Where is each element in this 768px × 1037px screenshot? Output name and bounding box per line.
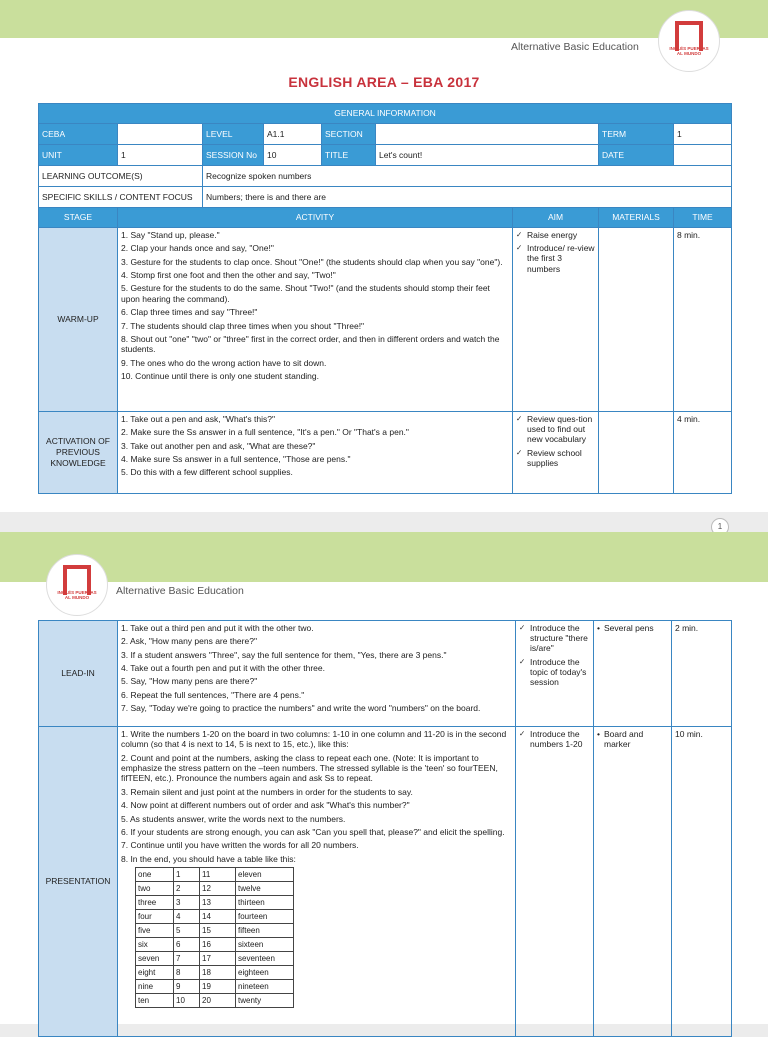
document-page-2 — [0, 532, 768, 1024]
number-cell: 13 — [200, 895, 236, 909]
level-label: LEVEL — [203, 124, 264, 145]
number-row — [136, 993, 294, 1007]
stage-column-header: STAGE — [39, 208, 118, 228]
session-plan-table — [38, 103, 732, 494]
session-plan-table-continued — [38, 620, 732, 1037]
leadin-materials — [594, 621, 672, 727]
number-cell: 14 — [200, 909, 236, 923]
activity-step: 2. Clap your hands once and say, "One!" — [121, 243, 274, 254]
leadin-activity — [118, 621, 516, 727]
date-value — [674, 145, 732, 166]
session-value: 10 — [264, 145, 322, 166]
activity-step: 7. The students should clap three times when you shout "Three!" — [121, 320, 365, 331]
number-cell: eight — [136, 965, 174, 979]
material-item: • Several pens — [597, 623, 668, 633]
aim-item: ✓ Raise energy — [516, 230, 595, 240]
activity-step: 2. Ask, "How many pens are there?" — [121, 636, 257, 647]
number-cell: fourteen — [236, 909, 294, 923]
date-label: DATE — [599, 145, 674, 166]
time-column-header: TIME — [674, 208, 732, 228]
aim-item: ✓ Introduce/ re-view the first 3 numbers — [516, 243, 595, 274]
number-cell: two — [136, 881, 174, 895]
activity-step: 7. Say, "Today we're going to practice the numbers" and write the word "numbers" on the board. — [121, 703, 481, 714]
number-cell: eighteen — [236, 965, 294, 979]
warmup-time: 8 min. — [674, 228, 732, 412]
unit-label: UNIT — [39, 145, 118, 166]
activation-aim — [513, 412, 599, 494]
number-cell: twelve — [236, 881, 294, 895]
number-cell: five — [136, 923, 174, 937]
ceba-label: CEBA — [39, 124, 118, 145]
number-cell: three — [136, 895, 174, 909]
session-label: SESSION No — [203, 145, 264, 166]
number-cell: thirteen — [236, 895, 294, 909]
header-band — [0, 532, 768, 582]
leadin-time: 2 min. — [672, 621, 732, 727]
activity-step: 3. Gesture for the students to clap once. Shout "One!" (the students should clap when you say "one"). — [121, 256, 503, 267]
brand-name: Alternative Basic Education — [116, 585, 244, 597]
number-row — [136, 965, 294, 979]
activity-step: 4. Take out a fourth pen and put it with the other three. — [121, 663, 325, 674]
aim-item: ✓ Introduce the topic of today's session — [519, 657, 590, 688]
number-cell: 5 — [174, 923, 200, 937]
activity-step: 6. Clap three times and say "Three!" — [121, 307, 258, 318]
logo-text: INGLÉS PUERTAS AL MUNDO — [669, 46, 709, 56]
presentation-activity — [118, 727, 516, 1037]
number-cell: 17 — [200, 951, 236, 965]
number-row — [136, 867, 294, 881]
number-cell: 4 — [174, 909, 200, 923]
unit-value: 1 — [118, 145, 203, 166]
activity-step: 5. Say, "How many pens are there?" — [121, 676, 258, 687]
activity-step: 1. Say "Stand up, please." — [121, 230, 220, 240]
activation-stage: ACTIVATION OF PREVIOUS KNOWLEDGE — [39, 412, 118, 494]
puertas-logo — [658, 10, 720, 72]
activation-materials — [599, 412, 674, 494]
page-number: 1 — [711, 518, 729, 536]
aim-item: ✓ Introduce the numbers 1-20 — [519, 729, 590, 749]
title-value: Let's count! — [376, 145, 599, 166]
warmup-aim — [513, 228, 599, 412]
aim-item: ✓ Introduce the structure "there is/are" — [519, 623, 590, 654]
warmup-materials — [599, 228, 674, 412]
number-cell: 10 — [174, 993, 200, 1007]
section-value — [376, 124, 599, 145]
number-cell: 8 — [174, 965, 200, 979]
logo-text: INGLÉS PUERTAS AL MUNDO — [57, 590, 97, 600]
activity-step: 9. The ones who do the wrong action have to sit down. — [121, 357, 327, 368]
activity-step: 1. Take out a pen and ask, "What's this?" — [121, 414, 275, 424]
number-cell: fifteen — [236, 923, 294, 937]
puertas-logo — [46, 554, 108, 616]
materials-column-header: MATERIALS — [599, 208, 674, 228]
activity-step: 3. Take out another pen and ask, "What are these?" — [121, 440, 316, 451]
number-cell: 7 — [174, 951, 200, 965]
number-cell: ten — [136, 993, 174, 1007]
document-title: ENGLISH AREA – EBA 2017 — [288, 74, 480, 90]
skills-value: Numbers; there is and there are — [203, 187, 732, 208]
number-row — [136, 937, 294, 951]
number-row — [136, 895, 294, 909]
number-row — [136, 909, 294, 923]
skills-label: SPECIFIC SKILLS / CONTENT FOCUS — [39, 187, 203, 208]
activity-step: 5. As students answer, write the words next to the numbers. — [121, 813, 346, 824]
number-cell: 18 — [200, 965, 236, 979]
term-value: 1 — [674, 124, 732, 145]
number-cell: 20 — [200, 993, 236, 1007]
activity-step: 1. Take out a third pen and put it with the other two. — [121, 623, 314, 633]
activity-step: 8. Shout out "one" "two" or "three" first in the correct order, and then in different orders and watch the students. — [121, 333, 500, 355]
activity-step: 4. Now point at different numbers out of order and ask "What's this number?" — [121, 800, 410, 811]
document-page-1 — [0, 0, 768, 512]
number-cell: four — [136, 909, 174, 923]
activity-step: 4. Make sure Ss answer in a full sentence, "Those are pens." — [121, 454, 351, 465]
term-label: TERM — [599, 124, 674, 145]
material-item: • Board and marker — [597, 729, 668, 749]
number-cell: 2 — [174, 881, 200, 895]
warmup-activity — [118, 228, 513, 412]
brand-name: Alternative Basic Education — [511, 41, 639, 53]
number-cell: seventeen — [236, 951, 294, 965]
number-cell: 9 — [174, 979, 200, 993]
warmup-stage: WARM-UP — [39, 228, 118, 412]
number-cell: 16 — [200, 937, 236, 951]
header-band — [0, 0, 768, 38]
activation-time: 4 min. — [674, 412, 732, 494]
presentation-aim — [516, 727, 594, 1037]
activation-activity — [118, 412, 513, 494]
activity-step: 7. Continue until you have written the words for all 20 numbers. — [121, 840, 359, 851]
level-value: A1.1 — [264, 124, 322, 145]
activity-column-header: ACTIVITY — [118, 208, 513, 228]
number-cell: twenty — [236, 993, 294, 1007]
activity-step: 5. Do this with a few different school supplies. — [121, 467, 293, 478]
outcomes-label: LEARNING OUTCOME(S) — [39, 166, 203, 187]
aim-column-header: AIM — [513, 208, 599, 228]
aim-item: ✓ Review school supplies — [516, 448, 595, 468]
number-cell: 1 — [174, 867, 200, 881]
number-cell: eleven — [236, 867, 294, 881]
presentation-stage: PRESENTATION — [39, 727, 118, 1037]
number-cell: nine — [136, 979, 174, 993]
activity-step: 1. Write the numbers 1-20 on the board in two columns: 1-10 in one column and 11-20 is in the second column (so that 4 is next to 14, 5 is next to 15, etc.), like this: — [121, 729, 507, 750]
activity-step: 2. Make sure the Ss answer in a full sentence, "It's a pen." Or "That's a pen." — [121, 427, 409, 438]
presentation-materials — [594, 727, 672, 1037]
number-cell: sixteen — [236, 937, 294, 951]
leadin-stage: LEAD-IN — [39, 621, 118, 727]
numbers-table — [135, 867, 294, 1008]
number-cell: 15 — [200, 923, 236, 937]
outcomes-value: Recognize spoken numbers — [203, 166, 732, 187]
number-cell: nineteen — [236, 979, 294, 993]
title-label: TITLE — [322, 145, 376, 166]
activity-step: 3. If a student answers "Three", say the full sentence for them, "Yes, there are 3 pens." — [121, 649, 447, 660]
number-row — [136, 923, 294, 937]
section-label: SECTION — [322, 124, 376, 145]
number-cell: 12 — [200, 881, 236, 895]
number-cell: 11 — [200, 867, 236, 881]
activity-step: 4. Stomp first one foot and then the other and say, "Two!" — [121, 270, 336, 281]
aim-item: ✓ Review ques-tion used to find out new vocabulary — [516, 414, 595, 445]
activity-step: 6. Repeat the full sentences, "There are 4 pens." — [121, 689, 305, 700]
activity-step: 2. Count and point at the numbers, asking the class to repeat each one. (Note: It is important to emphasize the stress pattern on the –teen numbers. The stressed syllable is the 'teen' so fourTEEN, fifTEEN, etc.). Pronounce the numbers again and ask Ss to repeat. — [121, 752, 498, 784]
number-cell: one — [136, 867, 174, 881]
number-cell: 3 — [174, 895, 200, 909]
number-row — [136, 979, 294, 993]
activity-step: 6. If your students are strong enough, you can ask "Can you spell that, please?" and elicit the spelling. — [121, 826, 505, 837]
number-cell: six — [136, 937, 174, 951]
activity-step: 8. In the end, you should have a table like this: — [121, 853, 296, 864]
number-row — [136, 881, 294, 895]
presentation-time: 10 min. — [672, 727, 732, 1037]
ceba-value — [118, 124, 203, 145]
activity-step: 3. Remain silent and just point at the numbers in order for the students to say. — [121, 786, 413, 797]
activity-step: 5. Gesture for the students to do the same. Shout "Two!" (and the students should stomp their feet upon hearing the command). — [121, 283, 490, 304]
activity-step: 10. Continue until there is only one student standing. — [121, 370, 319, 381]
leadin-aim — [516, 621, 594, 727]
number-cell: 6 — [174, 937, 200, 951]
number-row — [136, 951, 294, 965]
general-info-heading: GENERAL INFORMATION — [39, 104, 732, 124]
number-cell: 19 — [200, 979, 236, 993]
number-cell: seven — [136, 951, 174, 965]
